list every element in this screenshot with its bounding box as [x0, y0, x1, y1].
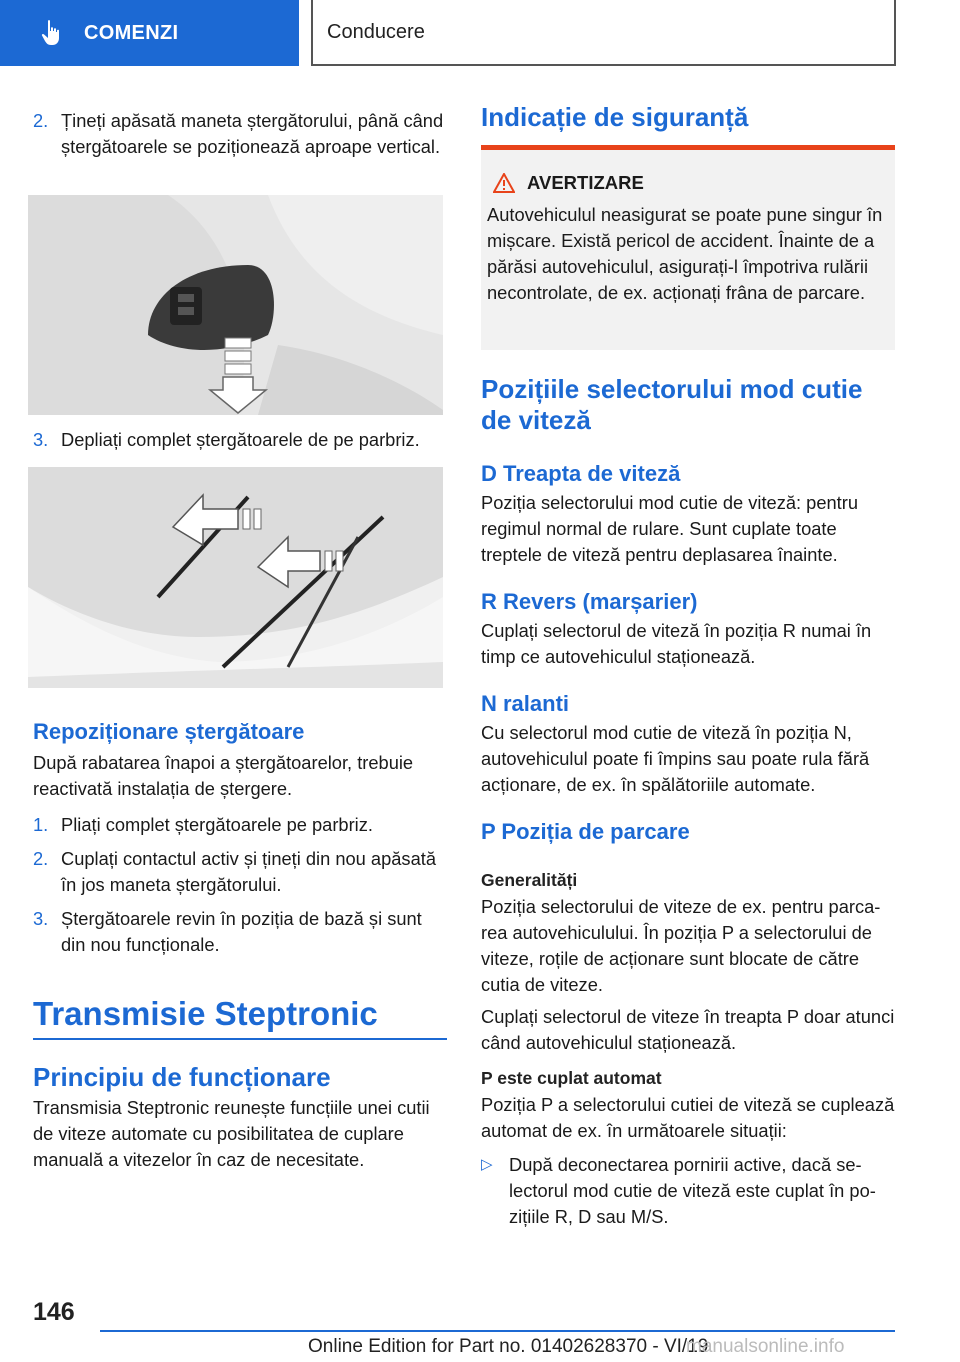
hand-pointer-icon [40, 19, 64, 47]
warning-header [493, 172, 889, 194]
step-3-unfold-wipers [33, 427, 445, 453]
general-text-2: Cuplați selectorul de viteze în treapta P doar atunci când autovehiculul staționează. [481, 1006, 895, 1053]
reposition-step-1 [33, 812, 445, 838]
auto-park-title: P este cuplat automat [481, 1068, 662, 1088]
auto-park-bullet [481, 1152, 895, 1230]
d-gear-text: Poziția selectorului mod cutie de viteză: pentru regimul normal de rulare. Sunt cuplate toate treptele de viteză pentru deplasarea înainte. [481, 492, 858, 565]
warning-box [481, 145, 895, 350]
chapter-title: Transmisie Steptronic [33, 995, 378, 1032]
footer-rule [100, 1330, 895, 1332]
d-gear-title: D Treapta de viteză [481, 461, 681, 486]
safety-heading [481, 102, 895, 133]
watermark: manualsonline.info [686, 1336, 845, 1357]
chapter-rule [33, 1038, 447, 1040]
principle-title: Principiu de funcționare [33, 1062, 331, 1092]
p-gear-title: P Poziția de parcare [481, 819, 690, 844]
step-number: 3. [33, 908, 49, 929]
step-2-hold-lever [33, 108, 445, 160]
wiper-lever-drawing [28, 195, 443, 415]
r-gear-text: Cuplați selectorul de viteză în poziția R numai în timp ce autovehiculul staționează. [481, 620, 872, 667]
warning-label: AVERTIZARE [527, 172, 644, 193]
chapter-tab[interactable] [0, 0, 299, 66]
windshield-wipers-illustration [28, 467, 443, 688]
chapter-heading [33, 994, 445, 1034]
step-text: Depliați complet ștergătoarele de pe parbriz. [61, 429, 420, 450]
step-number: 1. [33, 814, 49, 835]
section-label: Conducere [327, 20, 425, 43]
principle-section [33, 1062, 445, 1173]
n-gear-text: Cu selectorul mod cutie de viteză în poziția N, autovehiculul poate fi împins sau poate rula fără acționare, de ex. în spălătoriile automate. [481, 722, 870, 795]
step-number: 3. [33, 429, 49, 450]
warning-triangle-icon [493, 173, 515, 193]
triangle-bullet-icon: ▷ [481, 1156, 493, 1173]
safety-title: Indicație de siguranță [481, 102, 749, 132]
positions-title: Pozițiile selectorului mod cutie de viteză [481, 374, 863, 435]
r-gear-title: R Revers (marșarier) [481, 589, 698, 614]
step-text: Cuplați contactul activ și țineți din nou apăsată în jos maneta ștergătorului. [61, 848, 436, 895]
principle-text: Transmisia Steptronic reunește funcțiile unei cutii de viteze automate cu posibilitatea de cuplare manuală a vitezelor în caz de necesitate. [33, 1097, 430, 1170]
general-text-1: Poziția selectorului de viteze de ex. pentru parcarea autovehiculului. În poziția P a selectorului de viteze, roțile de acționare sunt blocate de către cutia de viteze. [481, 896, 881, 995]
general-title: Generalități [481, 870, 578, 890]
reposition-step-3 [33, 906, 445, 958]
edition-text: Online Edition for Part no. 01402628370 - VI/19 [308, 1336, 709, 1357]
chapter-tab-label: COMENZI [84, 21, 179, 44]
step-text: Ștergătoarele revin în poziția de bază și sunt din nou funcționale. [61, 908, 422, 955]
step-text: Pliați complet ștergătoarele pe parbriz. [61, 814, 373, 835]
auto-park-text: Poziția P a selectorului cutiei de viteză se cuplează automat de ex. în următoarele situații: [481, 1094, 895, 1141]
step-number: 2. [33, 110, 49, 131]
wiper-lever-illustration [28, 195, 443, 415]
reposition-section [33, 718, 445, 958]
page-number: 146 [33, 1298, 75, 1326]
step-text: Țineți apăsată maneta ștergătorului, până când ștergătoarele se poziționează aproape vertical. [61, 110, 444, 157]
positions-section [481, 374, 895, 1230]
windshield-wipers-drawing [28, 467, 443, 688]
reposition-title: Repoziționare ștergătoare [33, 719, 305, 744]
warning-text: Autovehiculul neasigurat se poate pune singur în mișcare. Există pericol de accident. Înainte de a părăsi autovehiculul, asigurați-l împotriva rulării necontrolate, de ex. acționați frâna de parcare. [487, 204, 883, 303]
reposition-text: După rabatarea înapoi a ștergătoarelor, trebuie reactivată instalația de ștergere. [33, 752, 414, 799]
section-header [311, 0, 896, 66]
bullet-text: După deconectarea pornirii active, dacă selectorul mod cutie de viteză este cuplat în pozițiile R, D sau M/S. [509, 1154, 876, 1227]
n-gear-title: N ralanti [481, 691, 570, 716]
reposition-step-2 [33, 846, 445, 898]
step-number: 2. [33, 848, 49, 869]
